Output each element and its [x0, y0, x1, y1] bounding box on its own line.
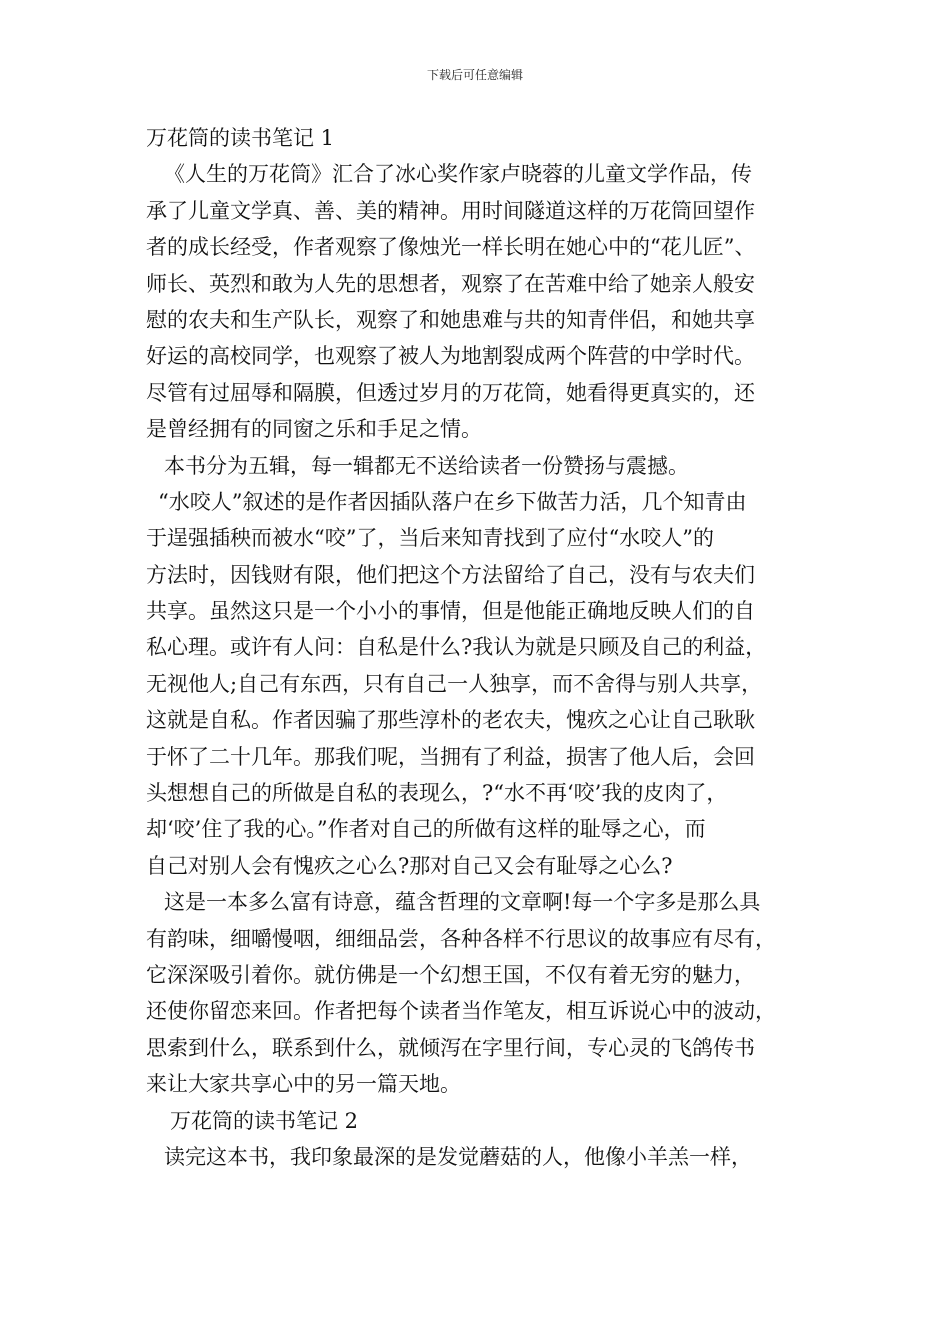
- text-line: 好运的高校同学，也观察了被人为地割裂成两个阵营的中学时代。: [146, 344, 755, 369]
- text-line: 自己对别人会有愧疚之心么?那对自己又会有耻辱之心么?: [146, 853, 673, 878]
- text-line: 万花筒的读书笔记 1: [146, 126, 335, 150]
- document-body: [146, 120, 810, 1175]
- text-line: 读完这本书，我印象最深的是发觉蘑菇的人，他像小羊羔一样，: [164, 1144, 752, 1169]
- text-line: 这就是自私。作者因骗了那些淳朴的老农夫，愧疚之心让自己耿耿: [146, 708, 755, 733]
- text-line: 还使你留恋来回。作者把每个读者当作笔友，相互诉说心中的波动，: [146, 999, 776, 1024]
- text-line: 共享。虽然这只是一个小小的事情，但是他能正确地反映人们的自: [146, 599, 755, 624]
- text-line: 本书分为五辑，每一辑都无不送给读者一份赞扬与震撼。: [164, 453, 689, 478]
- text-line: 却‘咬’住了我的心。”作者对自己的所做有这样的耻辱之心，而: [146, 817, 706, 842]
- text-line: 这是一本多么富有诗意，蕴含哲理的文章啊!每一个字多是那么具: [164, 890, 761, 915]
- text-line: 尽管有过屈辱和隔膜，但透过岁月的万花筒，她看得更真实的，还: [146, 380, 755, 405]
- text-line: 头想想自己的所做是自私的表现么，?“水不再‘咬’我的皮肉了，: [146, 781, 728, 806]
- text-line: 私心理。或许有人问：自私是什么?我认为就是只顾及自己的利益，: [146, 635, 767, 660]
- text-line: 慰的农夫和生产队长，观察了和她患难与共的知青伴侣，和她共享: [146, 307, 755, 332]
- text-line: 方法时，因钱财有限，他们把这个方法留给了自己，没有与农夫们: [146, 562, 755, 587]
- text-line: 来让大家共享心中的另一篇天地。: [146, 1072, 461, 1097]
- text-line: 它深深吸引着你。就仿佛是一个幻想王国，不仅有着无穷的魅力，: [146, 962, 755, 987]
- text-line: 于逞强插秧而被水“咬”了，当后来知青找到了应付“水咬人”的: [146, 526, 714, 551]
- text-line: “水咬人”叙述的是作者因插队落户在乡下做苦力活，几个知青由: [158, 489, 747, 514]
- text-line: 思索到什么，联系到什么，就倾泻在字里行间，专心灵的飞鸽传书: [146, 1035, 755, 1060]
- text-line: 于怀了二十几年。那我们呢，当拥有了利益，损害了他人后，会回: [146, 744, 755, 769]
- text-line: 有韵味，细嚼慢咽，细细品尝，各种各样不行思议的故事应有尽有，: [146, 926, 776, 951]
- text-line: 《人生的万花筒》汇合了冰心奖作家卢晓蓉的儿童文学作品，传: [164, 162, 752, 187]
- text-line: 师长、英烈和敢为人先的思想者，观察了在苦难中给了她亲人般安: [146, 271, 755, 296]
- page-header-note: 下载后可任意编辑: [426, 68, 523, 82]
- text-line: 是曾经拥有的同窗之乐和手足之情。: [146, 417, 482, 442]
- text-line: 无视他人;自己有东西，只有自己一人独享，而不舍得与别人共享，: [146, 671, 763, 696]
- text-line: 者的成长经受，作者观察了像烛光一样长明在她心中的“花儿匠”、: [146, 235, 756, 260]
- text-line: 万花筒的读书笔记 2: [170, 1108, 359, 1133]
- text-line: 承了儿童文学真、善、美的精神。用时间隧道这样的万花筒回望作: [146, 198, 755, 223]
